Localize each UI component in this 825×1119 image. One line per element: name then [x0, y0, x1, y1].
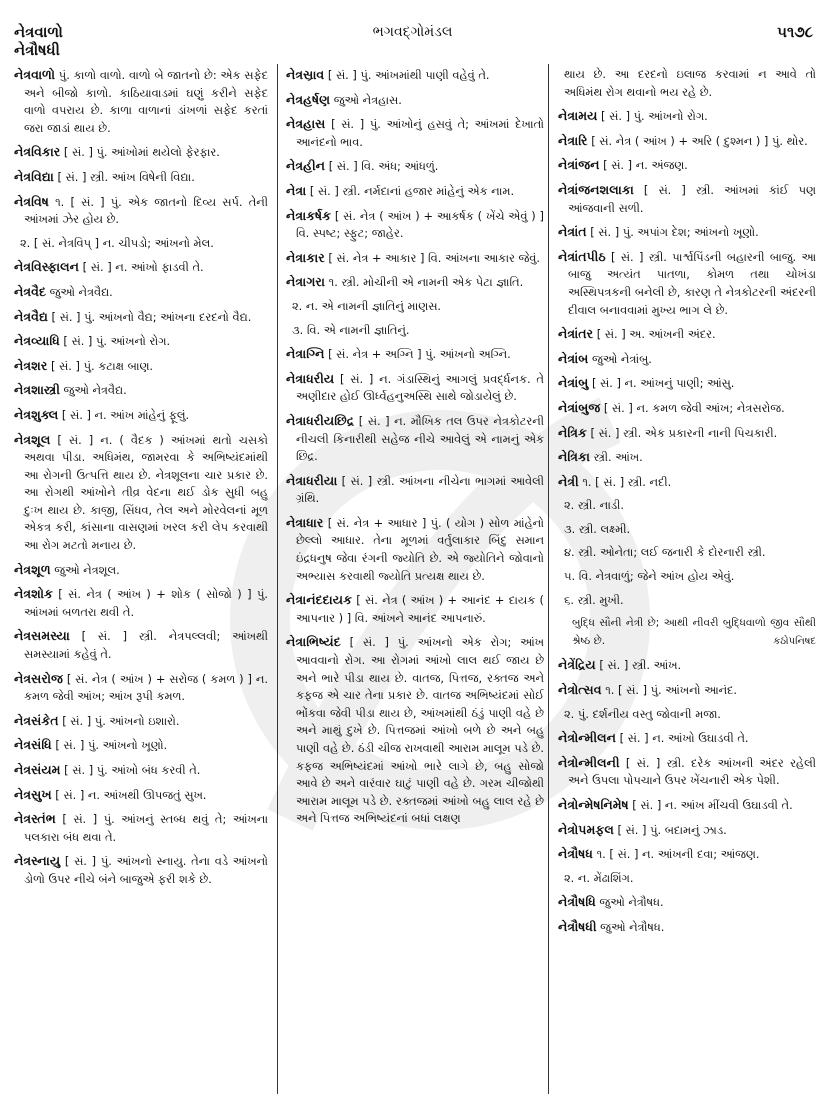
definition: ૪. સ્ત્રી. ઓનેતા; લઈ જનારી કે દોરનારી સ્ત્રી.: [564, 545, 766, 560]
guide-word-last: નેત્રૌષધી: [14, 41, 60, 59]
definition: ૩. સ્ત્રી. લક્ષ્મી.: [564, 521, 631, 536]
definition: ૨. [ સં. નેત્રવિપ્ ] ન. ચીપડો; આંખનો મેલ.: [20, 235, 214, 250]
column-right: [558, 66, 816, 1106]
dictionary-entry: [286, 157, 544, 176]
headword: નેત્રહાસ: [286, 116, 326, 132]
dictionary-entry: [558, 796, 816, 815]
headword: નેત્રશૂલ: [14, 431, 51, 447]
dictionary-entry: [14, 143, 268, 162]
sub-sense: [558, 568, 816, 586]
dictionary-entry: [14, 332, 268, 351]
definition: [ સં. ] પું. આંખનો રોગ.: [59, 334, 171, 349]
headword: નેત્રશાસ્ત્રી: [14, 382, 60, 398]
headword: નેત્રિકા: [558, 449, 590, 465]
dictionary-entry: [558, 473, 816, 492]
dictionary-entry: [286, 249, 544, 268]
definition: [ સં. ] પું. આંખોમાં થયેલો ફેરફાર.: [60, 145, 220, 160]
definition: [ સં. ] ન. આંખો ઉઘાડવી તે.: [615, 731, 749, 746]
headword: નેત્રવિષ: [14, 193, 49, 209]
definition: [ સં. ] સ્ત્રી. આંખ વિષેની વિદ્યા.: [53, 169, 195, 184]
dictionary-entry: [558, 399, 816, 418]
dictionary-entry: [286, 182, 544, 201]
dictionary-entry: [286, 514, 544, 585]
headword: નેત્રોન્મેષનિમેષ: [558, 797, 629, 812]
headword: નેત્રી: [558, 473, 579, 489]
definition: પું. કાળો વાળો. વાળો બે જાતનો છે: એક સફેદ અને બીજો કાળો. કાઠિયાવાડમાં ઘણું કરીને સફેદ વાળો વપરાય છે. કાળા વાળાનાં ડાંખળાં સફેદ કરતાં જરા જાડાં થાય છે.: [24, 68, 268, 135]
definition: ૫. વિ. નેત્રવાળું; જેને આંખ હોય એવું.: [564, 569, 735, 584]
definition: [ સં. ] ન. મૌખિક તલ ઉપર નેત્રકોટરની નીચલી કિનારીથી સહેજ નીચે આવેલું એ નામનું એક છિદ્ર.: [296, 413, 544, 464]
definition: [ સં. ] ન. આંખ માંહેનું ફૂલું.: [58, 407, 190, 422]
sub-sense: [558, 544, 816, 562]
definition: જુઓ નેત્રાંબુ.: [588, 351, 652, 366]
column-divider: [548, 64, 549, 1094]
headword: નેત્રવિસ્ફાલન: [14, 259, 80, 275]
dictionary-entry: [558, 448, 816, 467]
definition: જુઓ નેત્રશૂલ.: [50, 562, 120, 577]
definition: [ સં. ] ન. અંજણ.: [599, 158, 688, 173]
dictionary-entry: [14, 585, 268, 621]
dictionary-entry: [558, 325, 816, 344]
column-divider: [277, 64, 278, 1094]
headword: નેત્રવૈદ્ય: [14, 308, 48, 324]
definition: [ સં. ] પું. આંખનો વૈદ્ય; આંખના દરદનો વૈદ્ય.: [47, 309, 252, 324]
headword: નેત્રાધરીય: [286, 370, 335, 386]
definition: ૨. ન. એ નામની જ્ઞાતિનું માણસ.: [292, 298, 442, 313]
headword: નેત્રા: [286, 182, 307, 198]
guide-word-first: નેત્રવાળો: [14, 23, 63, 41]
dictionary-entry: [558, 350, 816, 369]
headword: નેત્રસ્તંભ: [14, 811, 56, 827]
definition: [ સં. ] સ્ત્રી. પાર્શ્વપિંડની બહારની બાજુ. આ બાજુ અત્યંત પાતળા, કોમળ તથા ચોખંડા અસ્થિપત્રકની બનેલી છે, કારણ તે નેત્રકોટરની અંદરની દીવાલ બનાવવામાં મુખ્ય ભાગ લે છે.: [568, 249, 816, 317]
dictionary-entry: [14, 308, 268, 327]
headword: નેત્રવિદ્યા: [14, 168, 54, 184]
definition: [ સં. નેત્ર + અગ્નિ ] પું. આંખનો અગ્નિ.: [324, 347, 511, 362]
definition: [ સં. ] ન. આંખો ફાડવી તે.: [79, 260, 204, 275]
dictionary-entry: [558, 754, 816, 790]
definition: [ સં. નેત્ર ( આંખ ) + શોક ( સોજો ) ] પું. આંખમાં બળતરા થવી તે.: [24, 587, 268, 619]
definition: [ સં. ] સ્ત્રી. આંખના નીચેના ભાગમાં આવેલી ગ્રંથિ.: [296, 473, 544, 506]
definition: ૧. સ્ત્રી. મોચીની એ નામની એક પેટા જ્ઞાતિ.: [325, 275, 524, 290]
definition: [ સં. ] ન. કમળ જેવી આંખ; નેત્રસરોજ.: [600, 400, 785, 415]
sub-sense: [558, 706, 816, 724]
definition: [ સં. ] પું. આંખનો રોગ.: [597, 109, 708, 124]
definition: સ્ત્રી. આંખ.: [589, 450, 643, 465]
sub-sense: [558, 497, 816, 515]
quote-source: કઠોપનિષદ: [773, 635, 816, 647]
dictionary-entry: [14, 283, 268, 302]
dictionary-entry: [14, 168, 268, 187]
headword: નેત્રવૈદ: [14, 283, 47, 299]
definition: [ સં. ] પું. આંખનો સ્નાયુ. તેના વડે આંખનો ડોળો ઉપર નીચે બંને બાજુએ ફરી શકે છે.: [24, 854, 268, 886]
headword: નેત્રારિ: [558, 132, 588, 148]
definition: [ સં. ] સ્ત્રી. નર્મદાનાં હજાર માંહેનું એક નામ.: [306, 183, 515, 198]
headword: નેત્રાંબુજ: [558, 399, 601, 415]
definition: [ સં. ] સ્ત્રી. આંખ.: [595, 658, 682, 673]
definition: [ સં. ] પું. કટાક્ષ બાણ.: [47, 358, 154, 373]
headword: નેત્રસમસ્યા: [14, 628, 70, 644]
sub-sense: [558, 870, 816, 888]
headword: નેત્રસંયમ: [14, 762, 61, 777]
sub-sense: [286, 322, 544, 340]
definition: [ સં. ] ન. ગંડાસ્થિનું આગલું પ્રવર્દ્ધનક. તે અણીદાર હોઈ ઊર્ધ્વહનુઅસ્થિ સાથે જોડાયેલું છે.: [296, 371, 544, 404]
headword: નેત્રાકર્ષક: [286, 207, 332, 223]
page-title: ભગવદ્ગોમંડલ: [372, 24, 453, 40]
headword: નેત્રાધરીયા: [286, 472, 338, 488]
definition: [ સં. ] ન. આંખ મીંચવી ઉઘાડવી તે.: [628, 798, 793, 812]
definition: [ સં. નેત્ર ( આંખ ) + આકર્ષક ( ખેંચે એવું ) ] વિ. સ્પષ્ટ; સ્ફુટ; જાહેર.: [296, 208, 544, 241]
dictionary-entry: [286, 273, 544, 292]
dictionary-entry: [14, 193, 268, 229]
column-left: [14, 66, 268, 1106]
dictionary-entry: [558, 156, 816, 175]
definition: ૩. વિ. એ નામની જ્ઞાતિનું.: [292, 322, 410, 337]
headword: નેત્રશુક્લ: [14, 406, 59, 422]
dictionary-entry: [558, 681, 816, 700]
definition: [ સં. ] સ્ત્રી. દરેક આંખની અંદર રહેલી અને ઉપલા પોપચાને ઉપર ખેંચનારી એક પેશી.: [568, 755, 816, 788]
headword: નેત્રશોક: [14, 586, 53, 602]
dictionary-entry: [14, 66, 268, 137]
headword: નેત્રસરોજ: [14, 670, 63, 686]
definition: [ સં. ] સ્ત્રી. નેત્રપલ્લવી; આંખથી સમસ્યામાં કહેવું તે.: [24, 629, 268, 662]
dictionary-entry: [286, 207, 544, 243]
headword: નેત્રસુખ: [14, 786, 52, 802]
definition: જુઓ નેત્રવૈદ્ય.: [46, 284, 113, 299]
definition: [ સં. ] પું. બદામનું ઝાડ.: [613, 822, 727, 837]
dictionary-entry: [286, 472, 544, 508]
definition: [ સં. ] સ્ત્રી. આંખમાં કાંઈ પણ આંજવાની સળી.: [568, 182, 816, 215]
sub-sense: [558, 592, 816, 610]
definition: જુઓ નેત્રૌષધ.: [595, 895, 664, 910]
headword: નેત્રસંકેત: [14, 712, 59, 728]
headword: નેત્રાગરા: [286, 274, 326, 290]
headword: નેત્રવિકાર: [14, 144, 61, 160]
dictionary-entry: [14, 258, 268, 277]
dictionary-entry: [286, 66, 544, 85]
headword: નેત્રાકાર: [286, 249, 325, 265]
headword: નેત્રાગ્નિ: [286, 346, 325, 362]
dictionary-entry: [558, 374, 816, 393]
headword: નેત્રાંબુ: [558, 375, 589, 391]
definition: જુઓ નેત્રહાસ.: [330, 92, 402, 107]
dictionary-entry: [286, 91, 544, 110]
definition: [ સં. ] પું. આંખમાંથી પાણી વહેવું તે.: [324, 68, 490, 82]
page-header: [0, 0, 825, 60]
definition: [ સં. ] પું. અપાંગ દેશ; આંખનો ખૂણો.: [586, 225, 759, 240]
dictionary-entry: [14, 627, 268, 663]
dictionary-entry: [558, 424, 816, 443]
sub-sense: [558, 521, 816, 539]
headword: નેત્રાંતર: [558, 326, 594, 342]
dictionary-entry: [14, 852, 268, 888]
definition: [ સં. ] અ. આંખની અંદર.: [593, 327, 716, 342]
headword: નેત્રાંજનશલાકા: [558, 181, 634, 197]
dictionary-entry: [14, 561, 268, 580]
headword: નેત્રિક: [558, 424, 587, 440]
sub-sense: [286, 298, 544, 316]
definition: ૧. [ સં. ] ન. આંખની દવા; આંજણ.: [592, 847, 760, 862]
definition: ૬. સ્ત્રી. મુખી.: [564, 592, 624, 607]
headword: નેત્રહર્ષણ: [286, 91, 331, 107]
definition: [ સં. નેત્ર ( આંખ ) + સરોજ ( કમળ ) ] ન. કમળ જેવી આંખ; આંખ રૂપી કમળ.: [24, 671, 268, 704]
dictionary-entry: [558, 918, 816, 937]
dictionary-entry: [558, 845, 816, 864]
headword: નેત્રશર: [14, 357, 48, 373]
dictionary-entry: [558, 893, 816, 912]
dictionary-entry: [558, 656, 816, 675]
headword: નેત્રાંતપીઠ: [558, 248, 606, 264]
headword: નેત્રોત્સવ: [558, 682, 602, 698]
dictionary-entry: [14, 406, 268, 425]
headword: નેત્રહીન: [286, 158, 326, 174]
headword: નેત્રશૂળ: [14, 561, 51, 577]
dictionary-entry: [14, 712, 268, 731]
dictionary-entry: [558, 107, 816, 126]
definition: [ સં. નેત્ર + આધાર ] પું. ( યોગ ) સોળ માંહેનો છેલ્લો આધાર. તેના મૂળમાં વર્તુલાકાર બિંદુ સમાન ઇંદ્રધનુષ જેવા રંગની જ્યોતિ છે. એ જ્યોતિને જોવાનો અભ્યાસ કરવાથી જ્યોતિ પ્રત્યક્ષ થાય છે.: [296, 515, 544, 583]
definition: ૨. ન. મેંઢાશિંગ.: [564, 870, 634, 885]
headword: નેત્રસ્નાયુ: [14, 853, 61, 869]
headword: નેત્રાનંદદાયક: [286, 592, 352, 608]
quotation: [558, 615, 816, 650]
definition: જુઓ નેત્રૌષધ.: [596, 919, 665, 934]
headword: નેત્રોન્મીલની: [558, 754, 620, 770]
definition: [ સં. નેત્ર ( આંખ ) + અરિ ( દુશ્મન ) ] પું. થોર.: [587, 133, 808, 148]
dictionary-entry: [558, 821, 816, 840]
headword: નેત્રાંબ: [558, 350, 589, 366]
headword: નેત્રસ્રાવ: [286, 67, 325, 82]
definition: [ સં. ] સ્ત્રી. એક પ્રકારની નાની પિચકારી.: [586, 425, 778, 440]
definition: [ સં. ] વિ. અંધ; આંધળું.: [325, 159, 439, 174]
definition: ૨. પું. દર્શનીય વસ્તુ જોવાની મજા.: [564, 706, 721, 721]
dictionary-entry: [286, 591, 544, 627]
dictionary-entry: [558, 729, 816, 748]
definition: [ સં. ] પું. આંખનો ઇશારો.: [58, 713, 180, 728]
dictionary-entry: [558, 248, 816, 319]
page-number: ૫૧૭૮: [777, 23, 813, 41]
definition: બુદ્ધિ સૌની નેત્રી છે; આથી નીવરી બુદ્ધિવાળો જીવ સૌથી શ્રેષ્ઠ છે.: [572, 617, 816, 647]
headword: નેત્રૌષધી: [558, 918, 597, 934]
dictionary-entry: [558, 132, 816, 151]
dictionary-entry: [286, 412, 544, 466]
definition: [ સં. ] પું. આંખનું સ્તબ્ધ થવું તે; આંખના પલકારા બંધ થવા તે.: [24, 812, 268, 844]
definition: ૧. [ સં. ] પું. એક જાતનો દિવ્ય સર્પ. તેની આંખમાં ઝેર હોય છે.: [24, 194, 268, 227]
dictionary-entry: [14, 786, 268, 805]
dictionary-entry: [14, 431, 268, 555]
dictionary-entry: [14, 357, 268, 376]
headword: નેત્રેંદ્રિય: [558, 657, 596, 673]
dictionary-entry: [286, 633, 544, 828]
headword: નેત્રાંજન: [558, 157, 600, 173]
definition: જુઓ નેત્રવૈદ્ય.: [59, 383, 127, 398]
dictionary-entry: [286, 345, 544, 364]
column-middle: [286, 66, 544, 1106]
definition: [ સં. નેત્ર + આકાર ] વિ. આંખના આકાર જેવું.: [324, 250, 541, 265]
dictionary-entry: [14, 670, 268, 706]
definition: [ સં. ] પું. આંખોનું હસવું તે; આંખમાં દેખાતો આનંદનો ભાવ.: [296, 117, 544, 149]
dictionary-entry: [14, 381, 268, 400]
dictionary-entry: [286, 370, 544, 406]
headword: નેત્રવાળો: [14, 67, 56, 82]
headword: નેત્રસંધિ: [14, 737, 52, 753]
definition: [ સં. ] પું. આંખનો એક રોગ; આંખ આવવાનો રોગ. આ રોગમાં આંખો લાલ થઈ જાય છે અને ભારે પીડા થાય છે. વાતજ, પિત્તજ, રક્તજ અને કફજ એ ચાર તેના પ્રકાર છે. વાતજ અભિષ્યંદમાં સોઈ ભોંકવા જેવી પીડા થાય છે, આંખમાંથી ઠંડું પાણી વહે છે અને માથું દુખે છે. પિત્તજમાં આંખો બળે છે અને બહુ પાણી વહે છે. ઠંડી ચીજ રાખવાથી આરામ માલૂમ પડે છે. કફજ અભિષ્યંદમાં આંખો ભારે લાગે છે, બહુ સોજો આવે છે અને વારંવાર ઘાટું પાણી વહે છે. ગરમ ચીજોથી આરામ માલૂમ પડે છે. રક્તજમાં આંખો બહુ લાલ રહે છે અને પિત્તજ અભિષ્યંદનાં બધાં લક્ષણ: [296, 635, 544, 826]
definition: [ સં. ] ન. આંખનું પાણી; આંસુ.: [588, 376, 735, 391]
dictionary-entry: [14, 810, 268, 846]
definition: ૧. [ સં. ] સ્ત્રી. નદી.: [578, 474, 672, 489]
dictionary-entry: [558, 181, 816, 217]
sub-sense: [558, 66, 816, 101]
headword: નેત્રૌષધ: [558, 846, 593, 862]
definition: [ સં. નેત્ર ( આંખ ) + આનંદ + દાયક ( આપનાર ) ] વિ. આંખને આનંદ આપનારું.: [296, 593, 544, 625]
sub-sense: [14, 235, 268, 253]
headword: નેત્રાભિષ્યંદ: [286, 634, 341, 650]
dictionary-entry: [558, 223, 816, 242]
headword: નેત્રૌષધિ: [558, 894, 596, 910]
definition: [ સં. ] પું. આંખનો ખૂણો.: [51, 738, 168, 753]
definition: [ સં. ] પું. આંખો બંધ કરવી તે.: [60, 763, 201, 777]
definition: [ સં. ] ન. ( વૈદક ) આંખમાં થતો ચસકો અથવા પીડા. અધિમંથ, જામરવા કે અભિષ્યંદમાંથી આ રોગની ઉત્પત્તિ થાય છે. નેત્રશૂલના ચાર પ્રકાર છે. આ રોગથી આંખોને તીવ્ર વેદના થઈ ડોક સુધી બહુ દુઃખ થાય છે. કાજી, સિંધવ, તેલ અને મોરવેલનાં મૂળ એકત્ર કરી, કાંસાના વાસણમાં ખરલ કરી લેપ કરવાથી આ રોગ મટતો મનાય છે.: [24, 432, 268, 553]
headword: નેત્રાંત: [558, 224, 587, 240]
headword: નેત્રાધરીયછિદ્ર: [286, 412, 355, 428]
headword: નેત્રોન્મીલન: [558, 730, 616, 746]
headword: નેત્રોપમફલ: [558, 821, 614, 837]
headword: નેત્રાધાર: [286, 514, 324, 530]
dictionary-entry: [14, 761, 268, 780]
definition: ૨. સ્ત્રી. નાડી.: [564, 498, 625, 513]
dictionary-entry: [286, 115, 544, 151]
dictionary-entry: [14, 736, 268, 755]
headword: નેત્રામય: [558, 108, 598, 124]
headword: નેત્રવ્યાધિ: [14, 333, 60, 349]
definition: ૧. [ સં. ] પું. આંખનો આનંદ.: [601, 683, 738, 698]
definition: [ સં. ] ન. આંખથી ઊપજતું સુખ.: [51, 787, 207, 802]
definition: થાય છે. આ દરદનો ઇલાજ કરવામાં ન આવે તો અધિમંથ રોગ થવાનો ભય રહે છે.: [564, 67, 816, 99]
